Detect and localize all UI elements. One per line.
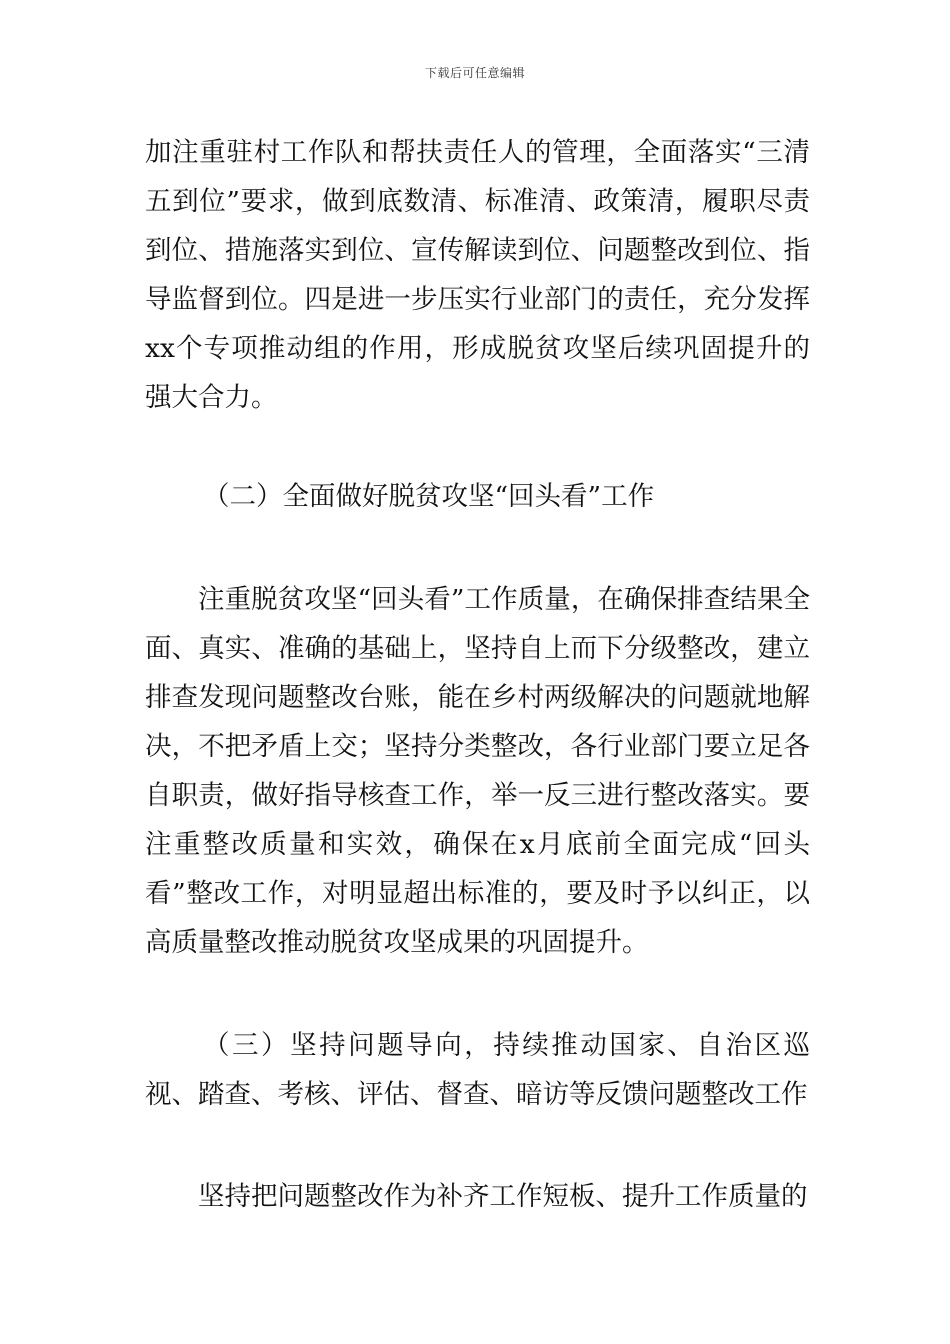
section-heading-3: （三）坚持问题导向，持续推动国家、自治区巡视、踏查、考核、评估、督查、暗访等反馈问题整改工作: [145, 1030, 810, 1110]
page-header: 下载后可任意编辑: [424, 66, 525, 80]
paragraph-continued: 加注重驻村工作队和帮扶责任人的管理，全面落实“三清五到位”要求，做到底数清、标准清、政策清，履职尽责到位、措施落实到位、宣传解读到位、问题整改到位、指导监督到位。四是进一步压实行业部门的责任，充分发挥xx个专项推动组的作用，形成脱贫攻坚后续巩固提升的强大合力。: [145, 137, 810, 413]
section-heading-2: （二）全面做好脱贫攻坚“回头看”工作: [203, 481, 655, 512]
paragraph-section-3: 坚持把问题整改作为补齐工作短板、提升工作质量的: [198, 1181, 808, 1212]
paragraph-section-2: 注重脱贫攻坚“回头看”工作质量，在确保排查结果全面、真实、准确的基础上，坚持自上而下分级整改，建立排查发现问题整改台账，能在乡村两级解决的问题就地解决，不把矛盾上交；坚持分类整改，各行业部门要立足各自职责，做好指导核查工作，举一反三进行整改落实。要注重整改质量和实效，确保在x月底前全面完成“回头看”整改工作，对明显超出标准的，要及时予以纠正，以高质量整改推动脱贫攻坚成果的巩固提升。: [145, 584, 810, 958]
